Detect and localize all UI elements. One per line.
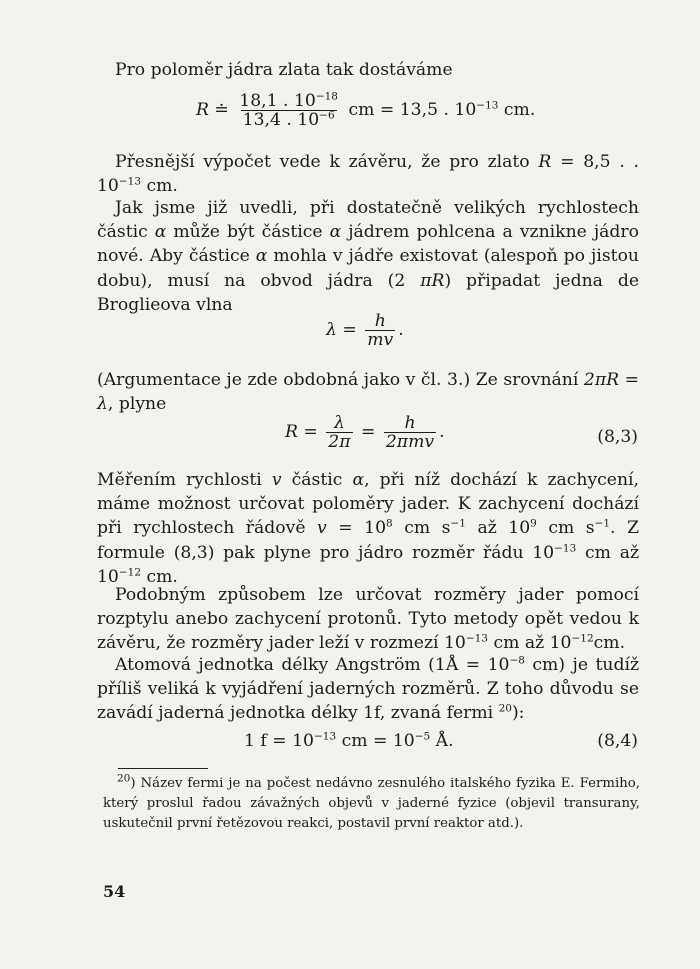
eq-83-fraction-1 (326, 414, 352, 451)
page-number: 54 (103, 882, 126, 901)
footnote (103, 774, 640, 834)
p2-text-c: cm. (141, 176, 178, 197)
p6-exp-13: −13 (465, 632, 488, 645)
eq-lambda-period: . (398, 320, 404, 340)
p6-text-c: cm. (593, 633, 626, 654)
p5-text-h: . Z formule (8,3) pak plyne pro jádro rozměr řádu 10 (97, 518, 640, 563)
p5-text-e: cm s (392, 518, 451, 539)
p5-alpha: α (352, 470, 365, 490)
eq-lambda-fraction (365, 312, 395, 349)
eq-r1-equals: = (379, 100, 395, 120)
eq-r1-unit: cm (348, 100, 375, 120)
p2-text-a: Přesnější výpočet vede k závěru, že pro zlato (115, 152, 539, 172)
paragraph-argument (97, 368, 639, 416)
paragraph-velocity (97, 468, 639, 589)
p5-text-a: Měřením rychlosti (97, 470, 272, 490)
eq-83-den-2: 2πmv (385, 432, 435, 452)
eq-r1-fraction (237, 92, 340, 129)
eq-r1-result-exponent: −13 (476, 99, 499, 112)
p6-exp-12: −12 (571, 632, 594, 645)
eq-lambda-equals: = (342, 320, 357, 340)
p5-v-2: v (317, 518, 327, 539)
p5-text-f: až 10 (465, 518, 531, 539)
p3-text-d: mohla v jádře existovat (alespoň po jistou dobu), musí na obvod jádra (2 (97, 246, 639, 291)
eq-83-fraction-2 (384, 414, 436, 451)
equation-lambda (326, 312, 404, 349)
p5-exp-9: 9 (530, 517, 537, 530)
p2-exponent: −13 (118, 175, 142, 188)
eq-84-text-a: 1 f = 10 (244, 731, 314, 751)
eq-83-period: . (439, 422, 445, 442)
paragraph-de-broglie (97, 196, 639, 317)
p2-symbol-r: R (538, 152, 552, 172)
eq-83-num-1: λ (333, 413, 345, 433)
p5-exp-8: 8 (386, 517, 393, 530)
equation-8-4 (244, 731, 454, 751)
footnote-divider (118, 768, 208, 769)
eq-84-exp-2: −5 (414, 730, 431, 743)
paragraph-angstrom (97, 653, 639, 726)
p5-exp-m1-a: −1 (450, 517, 466, 530)
intro-text: Pro poloměr jádra zlata tak dostáváme (115, 60, 453, 80)
eq-84-text-b: cm = 10 (336, 731, 415, 751)
p3-alpha-2: α (329, 222, 342, 243)
footnote-text: ) Název fermi je na počest nedávno zesnulého italského fyzika E. Fermiho, který proslul řadou závažných objevů v jaderné fyzice (objevil transurany, uskutečnil první řetězovou reakci, postavil první reaktor atd.). (103, 776, 640, 831)
p4-expression: 2πR = λ (97, 370, 640, 415)
p7-text-b: cm) je tudíž příliš veliká k vyjádření jaderných rozměrů. Z toho důvodu se zavádí jaderná jednotka délky 1f, zvaná fermi (97, 655, 639, 724)
eq-84-text-c: Å. (430, 731, 454, 751)
eq-r1-num-exponent: −18 (315, 90, 338, 103)
p5-text-d: = 10 (326, 518, 387, 539)
p5-text-b: částic (281, 470, 353, 490)
p3-alpha-3: α (255, 246, 268, 267)
p5-exp-m1-b: −1 (594, 517, 611, 530)
equation-8-3 (285, 414, 445, 451)
eq-r1-den-exponent: −6 (319, 109, 335, 122)
footnote-number: 20 (117, 772, 131, 785)
eq-lambda-numerator: h (374, 311, 386, 331)
p3-text-a: Jak jsme již uvedli, při dostatečně velikých rychlostech částic (97, 198, 639, 243)
p5-text-i: cm až 10 (97, 542, 639, 587)
footnote-reference: 20 (498, 702, 512, 715)
p4-text-a: (Argumentace je zde obdobná jako v čl. 3.) Ze srovnání (97, 370, 584, 390)
eq-83-num-2: h (404, 413, 416, 433)
p3-pi-r: πR (420, 270, 445, 291)
eq-r1-lhs: R (196, 100, 209, 120)
equation-label-8-3: (8,3) (597, 427, 638, 447)
eq-83-equals-1: = (303, 422, 318, 442)
p6-text-b: cm až 10 (488, 633, 572, 654)
eq-r1-approx: ≐ (214, 100, 229, 120)
paragraph-precise-calc (97, 150, 639, 198)
p6-text-a: Podobným způsobem lze určovat rozměry jader pomocí rozptylu anebo zachycení protonů. Tyto metody opět vedou k závěru, že rozměry jader leží v rozmezí 10 (97, 585, 639, 654)
p7-exp-8: −8 (509, 654, 525, 667)
equation-radius-gold (196, 92, 535, 129)
p3-alpha-1: α (154, 222, 167, 243)
p5-exp-13: −13 (554, 541, 577, 554)
eq-r1-result-unit: cm. (503, 100, 536, 120)
eq-83-equals-2: = (361, 422, 376, 442)
p3-text-e: ) připadat jedna de Broglieova vlna (97, 270, 640, 315)
eq-r1-result: 13,5 . 10 (399, 100, 477, 120)
p7-text-c: ): (511, 703, 525, 724)
paragraph-protons (97, 583, 639, 656)
p5-exp-12: −12 (118, 566, 142, 579)
intro-paragraph (97, 58, 639, 82)
eq-84-exp-1: −13 (313, 730, 337, 743)
equation-label-8-4: (8,4) (597, 731, 638, 751)
eq-83-lhs: R (285, 422, 298, 442)
eq-r1-denominator: 13,4 . 10 (242, 110, 320, 130)
p3-text-c: jádrem pohlcena a vznikne jádro nové. Aby částice (97, 222, 639, 267)
p5-v-1: v (271, 470, 282, 490)
p4-text-b: , plyne (107, 394, 167, 415)
p3-text-b: může být částice (166, 222, 330, 243)
p5-text-j: cm. (141, 566, 178, 587)
eq-83-den-1: 2π (328, 432, 351, 452)
eq-r1-numerator: 18,1 . 10 (239, 91, 316, 111)
p2-text-b: = 8,5 . . 10 (97, 152, 640, 197)
eq-lambda-lhs: λ (326, 320, 337, 340)
p7-text-a: Atomová jednotka délky Angström (1Å = 10 (115, 655, 510, 675)
p5-text-c: , při níž dochází k zachycení, máme možnost určovat poloměry jader. K zachycení dochází při rychlostech řádově (97, 470, 640, 539)
eq-lambda-denominator: mv (367, 330, 394, 350)
p5-text-g: cm s (536, 518, 595, 539)
